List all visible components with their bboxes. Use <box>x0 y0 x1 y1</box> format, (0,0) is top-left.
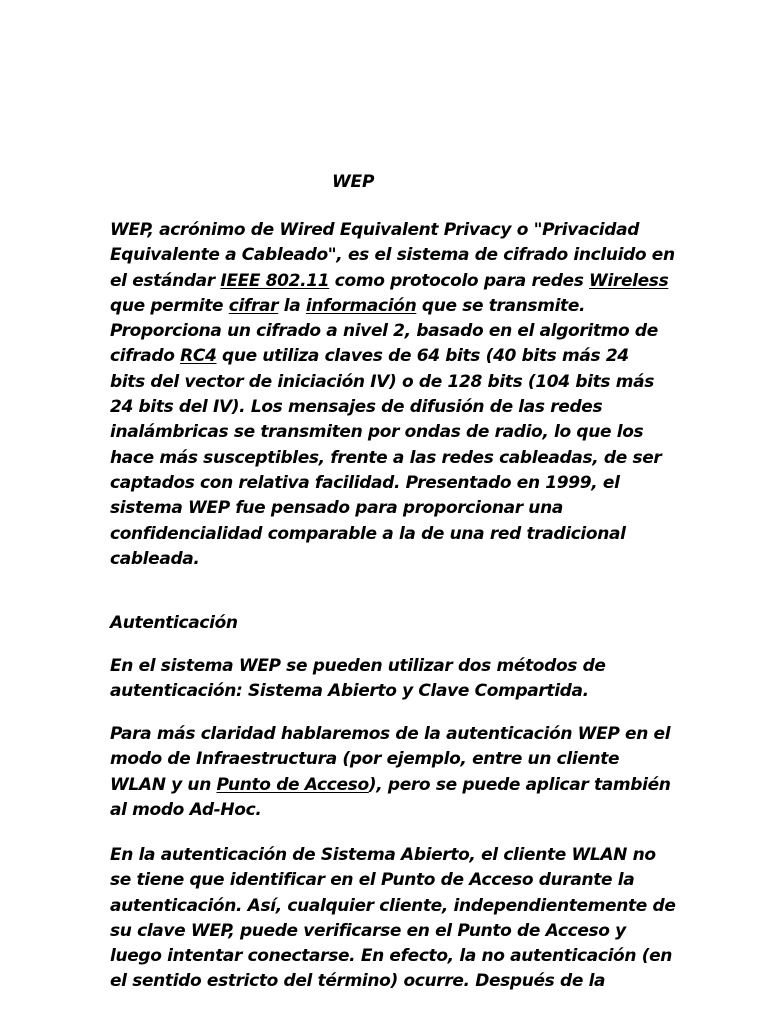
paragraph-line: autenticación: Sistema Abierto y Clave Compartida. <box>110 681 589 702</box>
paragraph-line: el sentido estricto del término) ocurre. Después de la <box>110 971 606 992</box>
text-span: que utiliza claves de 64 bits (40 bits más 24 <box>216 346 629 367</box>
paragraph-line: WEP, acrónimo de Wired Equivalent Privacy o "Privacidad <box>110 220 640 240</box>
paragraph-line: inalámbricas se transmiten por ondas de radio, lo que los <box>110 422 644 443</box>
paragraph-line: En el sistema WEP se pueden utilizar dos métodos de <box>110 656 606 676</box>
paragraph-line: bits del vector de iniciación IV) o de 128 bits (104 bits más <box>110 371 654 392</box>
paragraph-line <box>110 344 670 369</box>
paragraph-line: luego intentar conectarse. En efecto, la no autenticación (en <box>110 946 673 967</box>
paragraph-line: hace más susceptibles, frente a las redes cableadas, de ser <box>110 447 662 468</box>
informacion-link[interactable]: información <box>305 295 417 316</box>
open-system-paragraph <box>110 843 676 995</box>
text-span: como protocolo para redes <box>329 270 590 291</box>
text-span: ), pero se puede aplicar también <box>368 774 671 795</box>
paragraph-line: Para más claridad hablaremos de la autenticación WEP en el <box>110 724 671 744</box>
paragraph-line: Equivalente a Cableado", es el sistema de cifrado incluido en <box>110 245 675 266</box>
paragraph-line: cableada. <box>110 548 200 569</box>
paragraph-line: autenticación. Así, cualquier cliente, independientemente de <box>110 895 676 916</box>
paragraph-line <box>110 773 670 798</box>
paragraph-line: 24 bits del IV). Los mensajes de difusión de las redes <box>110 397 603 418</box>
paragraph-line: confidencialidad comparable a la de una red tradicional <box>110 523 626 544</box>
paragraph-line: captados con relativa facilidad. Presentado en 1999, el <box>110 472 620 493</box>
document-title: WEP <box>332 172 375 192</box>
paragraph-line <box>110 294 670 319</box>
text-span: cifrado <box>110 346 181 367</box>
text-span: el estándar <box>110 270 221 291</box>
text-span: que permite <box>110 295 229 316</box>
intro-paragraph <box>110 218 675 572</box>
paragraph-line: modo de Infraestructura (por ejemplo, entre un cliente <box>110 749 620 770</box>
paragraph-line: Proporciona un cifrado a nivel 2, basado en el algoritmo de <box>110 321 658 342</box>
paragraph-line: sistema WEP fue pensado para proporcionar una <box>110 498 563 519</box>
text-span: la <box>278 295 306 316</box>
paragraph-line <box>110 269 670 294</box>
text-span: WLAN y un <box>110 774 217 795</box>
paragraph-line: En la autenticación de Sistema Abierto, el cliente WLAN no <box>110 845 656 865</box>
infrastructure-paragraph <box>110 722 670 823</box>
paragraph-line: su clave WEP, puede verificarse en el Punto de Acceso y <box>110 920 626 941</box>
cifrar-link[interactable]: cifrar <box>228 295 279 316</box>
paragraph-line: al modo Ad-Hoc. <box>110 799 262 820</box>
section-heading: Autenticación <box>110 613 238 633</box>
punto-de-acceso-link[interactable]: Punto de Acceso <box>216 774 369 795</box>
text-span: que se transmite. <box>416 295 586 316</box>
rc4-link[interactable]: RC4 <box>180 346 217 367</box>
ieee-80211-link[interactable]: IEEE 802.11 <box>220 270 330 291</box>
wireless-link[interactable]: Wireless <box>589 270 669 291</box>
auth-methods-paragraph <box>110 654 670 705</box>
paragraph-line: se tiene que identificar en el Punto de Acceso durante la <box>110 870 635 891</box>
